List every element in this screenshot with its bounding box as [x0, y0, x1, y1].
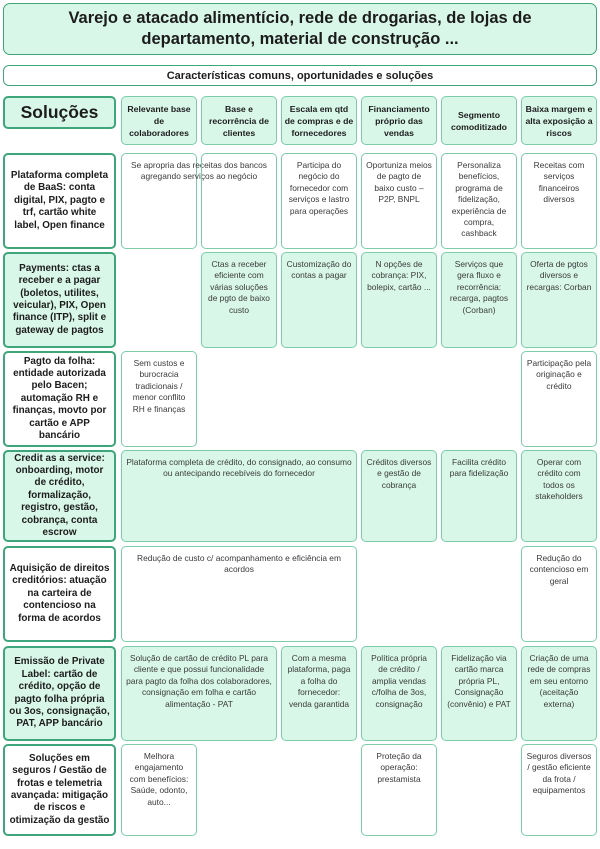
cell-baas-base-border: [201, 153, 277, 249]
column-header-comoditizado: Segmento comoditizado: [441, 96, 517, 145]
cell-direitos-span: Redução de custo c/ acompanhamento e eficiência em acordos: [121, 546, 357, 642]
cell-baas-escala: Participa do negócio do fornecedor com serviços e lastro para operações: [281, 153, 357, 249]
column-header-escala: Escala em qtd de compras e de fornecedores: [281, 96, 357, 145]
cell-credit-margem: Operar com crédito com todos os stakeholders: [521, 450, 597, 542]
cell-private-label-span: Solução de cartão de crédito PL para cliente e que possui funcionalidade para pagto da folha dos colaboradores, consignação em folha e cartão alimentação - PAT: [121, 646, 277, 741]
page-title: Varejo e atacado alimentício, rede de drogarias, de lojas de departamento, material de construção ...: [3, 3, 597, 55]
column-header-financiamento: Financiamento próprio das vendas: [361, 96, 437, 145]
solutions-header: Soluções: [3, 96, 116, 129]
cell-payments-financiamento: N opções de cobrança: PIX, bolepix, cartão ...: [361, 252, 437, 348]
column-header-colaboradores: Relevante base de colaboradores: [121, 96, 197, 145]
row-header-private-label: Emissão de Private Label: cartão de crédito, opção de pagto folha própria ou 3os, consignação, PAT, APP bancário: [3, 646, 116, 741]
cell-credit-comoditizado: Facilita crédito para fidelização: [441, 450, 517, 542]
cell-seguros-financiamento: Proteção da operação: prestamista: [361, 744, 437, 836]
row-header-baas: Plataforma completa de BaaS: conta digital, PIX, pagto e trf, cartão white label, Open finance: [3, 153, 116, 249]
cell-private-label-margem: Criação de uma rede de compras em seu entorno (aceitação externa): [521, 646, 597, 741]
cell-private-label-comoditizado: Fidelização via cartão marca própria PL, Consignação (convênio) e PAT: [441, 646, 517, 741]
cell-baas-base-span: Se apropria das receitas dos bancos agregando serviços ao negócio: [131, 160, 267, 182]
cell-private-label-financiamento: Política própria de crédito / amplia vendas c/folha de 3os, consignação: [361, 646, 437, 741]
cell-folha-margem: Participação pela originação e crédito: [521, 351, 597, 447]
cell-seguros-colaboradores: Melhora engajamento com benefícios: Saúde, odonto, auto...: [121, 744, 197, 836]
cell-payments-comoditizado: Serviços que gera fluxo e recorrência: recarga, pagtos (Corban): [441, 252, 517, 348]
cell-payments-base: Ctas a receber eficiente com várias soluções de pgto de baixo custo: [201, 252, 277, 348]
cell-credit-financiamento: Créditos diversos e gestão de cobrança: [361, 450, 437, 542]
row-header-payments: Payments: ctas a receber e a pagar (boletos, utilites, veicular), PIX, Open finance (ITP), split e gateway de pagtos: [3, 252, 116, 348]
cell-seguros-margem: Seguros diversos / gestão eficiente da frota / equipamentos: [521, 744, 597, 836]
cell-direitos-margem: Redução do contencioso em geral: [521, 546, 597, 642]
row-header-credit-service: Credit as a service: onboarding, motor de crédito, formalização, registro, gestão, cobrança, conta escrow: [3, 450, 116, 542]
column-header-margem: Baixa margem e alta exposição a riscos: [521, 96, 597, 145]
cell-credit-span: Plataforma completa de crédito, do consignado, ao consumo ou antecipando recebíveis do fornecedor: [121, 450, 357, 542]
cell-payments-escala: Customização do contas a pagar: [281, 252, 357, 348]
row-header-pagto-folha: Pagto da folha: entidade autorizada pelo Bacen; automação RH e finanças, movto por cartão e APP bancário: [3, 351, 116, 447]
page-subtitle: Características comuns, oportunidades e soluções: [3, 65, 597, 86]
cell-baas-financiamento: Oportuniza meios de pagto de baixo custo – P2P, BNPL: [361, 153, 437, 249]
cell-private-label-escala: Com a mesma plataforma, paga a folha do fornecedor: venda garantida: [281, 646, 357, 741]
cell-baas-comoditizado: Personaliza benefícios, programa de fidelização, experiência de compra, cashback: [441, 153, 517, 249]
cell-payments-margem: Oferta de pgtos diversos e recargas: Corban: [521, 252, 597, 348]
cell-folha-colaboradores: Sem custos e burocracia tradicionais / menor conflito RH e finanças: [121, 351, 197, 447]
column-header-base-recorrencia: Base e recorrência de clientes: [201, 96, 277, 145]
row-header-direitos-creditorios: Aquisição de direitos creditórios: atuação na carteira de contencioso na forma de acordos: [3, 546, 116, 642]
cell-baas-margem: Receitas com serviços financeiros diversos: [521, 153, 597, 249]
row-header-seguros-frotas: Soluções em seguros / Gestão de frotas e telemetria avançada: mitigação de riscos e otimização da gestão: [3, 744, 116, 836]
